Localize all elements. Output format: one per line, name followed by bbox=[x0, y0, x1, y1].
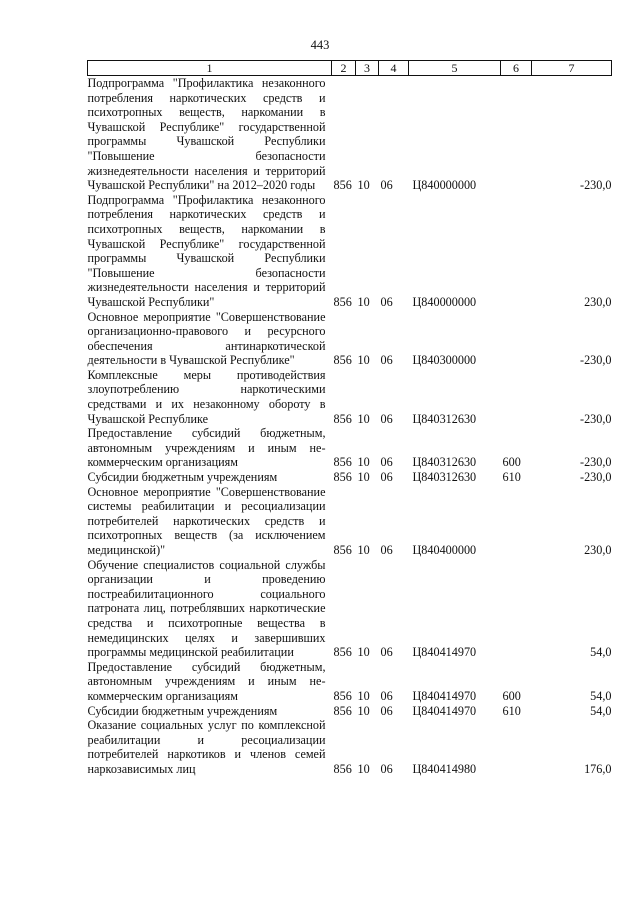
expense-type-code: 600 bbox=[502, 688, 521, 703]
target-article-code: Ц840400000 bbox=[412, 543, 477, 557]
row-description: Обучение специалистов социальной службы организации и проведению постреабилитационного социального патроната лиц, потреблявших наркотические средства и психотропные вещества в немедицинских целях и завершивших программы медицинской реабилитации bbox=[87, 557, 326, 660]
amount-value: 230,0 bbox=[584, 294, 612, 309]
page-number: 443 bbox=[310, 38, 330, 52]
subsection-code: 06 bbox=[380, 688, 393, 703]
col-header-4: 4 bbox=[379, 61, 409, 76]
amount-value: -230,0 bbox=[580, 411, 612, 426]
table-row bbox=[88, 193, 612, 310]
subsection-code: 06 bbox=[380, 470, 393, 485]
expense-type-code bbox=[501, 310, 532, 368]
ministry-code: 856 bbox=[333, 353, 352, 368]
table-row bbox=[88, 470, 612, 485]
amount-value: 176,0 bbox=[584, 761, 612, 776]
row-description: Оказание социальных услуг по комплексной реабилитации и ресоциализации потребителей наркотиков и членов семей наркозависимых лиц bbox=[87, 718, 326, 776]
target-article-code: Ц840414970 bbox=[412, 688, 477, 703]
amount-value: 54,0 bbox=[590, 703, 612, 718]
expense-type-code bbox=[501, 368, 532, 426]
expense-type-code: 600 bbox=[502, 455, 521, 470]
table-row bbox=[88, 704, 612, 719]
table-row bbox=[88, 426, 612, 470]
expense-type-code bbox=[501, 193, 532, 310]
amount-value: 230,0 bbox=[584, 543, 612, 557]
expense-type-code: 610 bbox=[502, 470, 521, 485]
amount-value: -230,0 bbox=[580, 455, 612, 470]
target-article-code: Ц840414980 bbox=[412, 761, 477, 776]
ministry-code: 856 bbox=[333, 543, 352, 557]
ministry-code: 856 bbox=[333, 470, 352, 485]
row-description: Предоставление субсидий бюджетным, автономным учреждениям и иным некоммерческим организациям bbox=[87, 426, 326, 470]
subsection-code: 06 bbox=[380, 455, 393, 470]
ministry-code: 856 bbox=[333, 703, 352, 718]
target-article-code: Ц840312630 bbox=[412, 411, 477, 426]
row-description: Подпрограмма "Профилактика незаконного потребления наркотических средств и психотропных веществ, наркомании в Чувашской Республике" государственной программы Чувашской Республики "Повышение безопасности жизнедеятельности населения и территорий Чувашской Республики" на 2012–2020 годы bbox=[87, 76, 326, 193]
amount-value: 54,0 bbox=[590, 688, 612, 703]
section-code: 10 bbox=[357, 411, 370, 426]
budget-table bbox=[87, 60, 612, 777]
target-article-code: Ц840312630 bbox=[412, 455, 477, 470]
section-code: 10 bbox=[357, 688, 370, 703]
amount-value: -230,0 bbox=[580, 178, 612, 193]
section-code: 10 bbox=[357, 178, 370, 193]
row-description: Субсидии бюджетным учреждениям bbox=[87, 470, 278, 485]
section-code: 10 bbox=[357, 294, 370, 309]
section-code: 10 bbox=[357, 470, 370, 485]
ministry-code: 856 bbox=[333, 645, 352, 660]
table-row bbox=[88, 76, 612, 193]
col-header-7: 7 bbox=[532, 61, 612, 76]
expense-type-code bbox=[501, 558, 532, 660]
subsection-code: 06 bbox=[380, 411, 393, 426]
target-article-code: Ц840000000 bbox=[412, 178, 477, 193]
amount-value: -230,0 bbox=[580, 353, 612, 368]
col-header-2: 2 bbox=[332, 61, 356, 76]
section-code: 10 bbox=[357, 761, 370, 776]
section-code: 10 bbox=[357, 645, 370, 660]
ministry-code: 856 bbox=[333, 688, 352, 703]
expense-type-code bbox=[501, 485, 532, 558]
table-row bbox=[88, 485, 612, 558]
table-row bbox=[88, 368, 612, 426]
section-code: 10 bbox=[357, 455, 370, 470]
amount-value: -230,0 bbox=[580, 470, 612, 485]
ministry-code: 856 bbox=[333, 178, 352, 193]
table-row bbox=[88, 718, 612, 776]
row-description: Комплексные меры противодействия злоупотреблению наркотическими средствами и их незаконному обороту в Чувашской Республике bbox=[87, 367, 326, 426]
col-header-3: 3 bbox=[356, 61, 379, 76]
ministry-code: 856 bbox=[333, 761, 352, 776]
col-header-5: 5 bbox=[409, 61, 501, 76]
row-description: Основное мероприятие "Совершенствование организационно-правового и ресурсного обеспечения антинаркотической деятельности в Чувашской Республике" bbox=[87, 309, 326, 368]
ministry-code: 856 bbox=[333, 455, 352, 470]
table-row bbox=[88, 558, 612, 660]
subsection-code: 06 bbox=[380, 761, 393, 776]
subsection-code: 06 bbox=[380, 543, 393, 557]
table-row bbox=[88, 310, 612, 368]
col-header-1: 1 bbox=[88, 61, 332, 76]
target-article-code: Ц840414970 bbox=[412, 645, 477, 660]
col-header-6: 6 bbox=[501, 61, 532, 76]
target-article-code: Ц840312630 bbox=[412, 470, 477, 485]
ministry-code: 856 bbox=[333, 294, 352, 309]
subsection-code: 06 bbox=[380, 645, 393, 660]
table-row bbox=[88, 660, 612, 704]
subsection-code: 06 bbox=[380, 703, 393, 718]
subsection-code: 06 bbox=[380, 353, 393, 368]
row-description: Предоставление субсидий бюджетным, автономным учреждениям и иным некоммерческим организациям bbox=[87, 659, 326, 703]
target-article-code: Ц840000000 bbox=[412, 294, 477, 309]
target-article-code: Ц840414970 bbox=[412, 703, 477, 718]
subsection-code: 06 bbox=[380, 178, 393, 193]
subsection-code: 06 bbox=[380, 294, 393, 309]
expense-type-code: 610 bbox=[502, 703, 521, 718]
ministry-code: 856 bbox=[333, 411, 352, 426]
amount-value: 54,0 bbox=[590, 645, 612, 660]
column-number-header bbox=[88, 61, 612, 76]
row-description: Подпрограмма "Профилактика незаконного потребления наркотических средств и психотропных веществ, наркомании в Чувашской Республике" государственной программы Чувашской Республики "Повышение безопасности жизнедеятельности населения и территорий Чувашской Республики" bbox=[87, 192, 326, 309]
row-description: Субсидии бюджетным учреждениям bbox=[87, 703, 278, 718]
section-code: 10 bbox=[357, 353, 370, 368]
row-description: Основное мероприятие "Совершенствование системы реабилитации и ресоциализации потребителей наркотических средств и психотропных веществ (за исключением медицинской)" bbox=[87, 484, 326, 557]
section-code: 10 bbox=[357, 543, 370, 557]
expense-type-code bbox=[501, 718, 532, 776]
target-article-code: Ц840300000 bbox=[412, 353, 477, 368]
expense-type-code bbox=[501, 76, 532, 193]
section-code: 10 bbox=[357, 703, 370, 718]
